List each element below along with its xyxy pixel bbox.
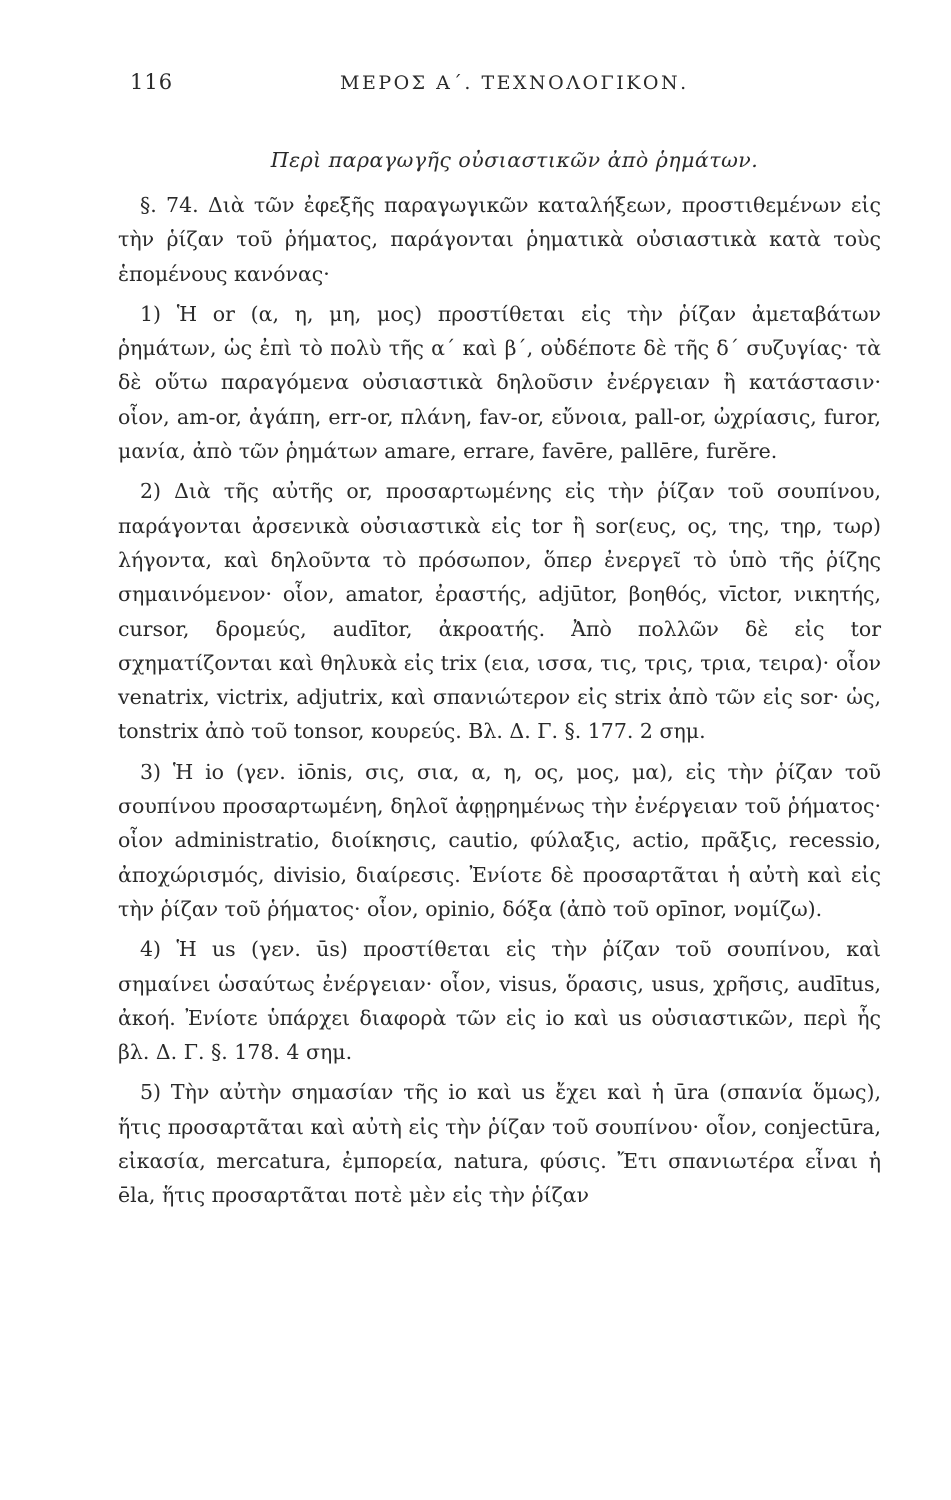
paragraph-section-74: §. 74. Διὰ τῶν ἐφεξῆς παραγωγικῶν καταλήξεων, προστιθεμένων εἰς τὴν ῥίζαν τοῦ ῥήματος, παράγονται ῥηματικὰ οὐσιαστικὰ κατὰ τοὺς ἑπομένους κανόνας· bbox=[118, 193, 881, 286]
paragraph-rule-3: 3) Ἡ io (γεν. iōnis, σις, σια, α, η, ος, μος, μα), εἰς τὴν ῥίζαν τοῦ σουπίνου προσαρτωμένη, δηλοῖ ἀφῃρημένως τὴν ἐνέργειαν τοῦ ῥήματος· οἷον administratio, διοίκησις, cautio, φύλαξις, actio, πρᾶξις, recessio, ἀποχώρισμός, divisio, διαίρεσις. Ἐνίοτε δὲ προσαρτᾶται ἡ αὐτὴ καὶ εἰς τὴν ῥίζαν τοῦ ῥήματος· οἷον, opinio, δόξα (ἀπὸ τοῦ opīnor, νομίζω). bbox=[118, 759, 881, 921]
paragraph-rule-5: 5) Τὴν αὐτὴν σημασίαν τῆς io καὶ us ἔχει καὶ ἡ ūra (σπανία ὅμως), ἥτις προσαρτᾶται καὶ αὐτὴ εἰς τὴν ῥίζαν τοῦ σουπίνου· οἷον, conjectūra, εἰκασία, mercatura, ἐμπορεία, natura, φύσις. Ἔτι σπανιωτέρα εἶναι ἡ ēla, ἥτις προσαρτᾶται ποτὲ μὲν εἰς τὴν ῥίζαν bbox=[118, 1080, 881, 1208]
page-number: 116 bbox=[130, 70, 174, 94]
paragraph-rule-1: 1) Ἡ or (α, η, μη, μος) προστίθεται εἰς τὴν ῥίζαν ἀμεταβάτων ῥημάτων, ὡς ἐπὶ τὸ πολὺ τῆς α΄ καὶ β΄, οὐδέποτε δὲ τῆς δ΄ συζυγίας· τὰ δὲ οὕτω παραγόμενα οὐσιαστικὰ δηλοῦσιν ἐνέργειαν ἢ κατάστασιν· οἷον, am-or, ἀγάπη, err-or, πλάνη, fav-or, εὔνοια, pall-or, ὠχρίασις, furor, μανία, ἀπὸ τῶν ῥημάτων amare, errare, favēre, pallēre, furĕre. bbox=[118, 301, 881, 464]
section-heading: Περὶ παραγωγῆς οὐσιαστικῶν ἀπὸ ῥημάτων. bbox=[270, 148, 759, 172]
paragraph-rule-4: 4) Ἡ us (γεν. ūs) προστίθεται εἰς τὴν ῥίζαν τοῦ σουπίνου, καὶ σημαίνει ὡσαύτως ἐνέργειαν· οἷον, visus, ὅρασις, usus, χρῆσις, audītus, ἀκοή. Ἐνίοτε ὑπάρχει διαφορὰ τῶν εἰς io καὶ us οὐσιαστικῶν, περὶ ἧς βλ. Δ. Γ. §. 178. 4 σημ. bbox=[118, 937, 881, 1065]
body-text bbox=[118, 188, 881, 1213]
running-head-title: ΜΕΡΟΣ Α΄. ΤΕΧΝΟΛΟΓΙΚΟΝ. bbox=[340, 72, 689, 94]
running-head bbox=[118, 64, 881, 104]
paragraph-rule-2: 2) Διὰ τῆς αὐτῆς or, προσαρτωμένης εἰς τὴν ῥίζαν τοῦ σουπίνου, παράγονται ἀρσενικὰ οὐσιαστικὰ εἰς tor ἢ sor(ευς, ος, της, τηρ, τωρ) λήγοντα, καὶ δηλοῦντα τὸ πρόσωπον, ὅπερ ἐνεργεῖ τὸ ὑπὸ τῆς ῥίζης σημαινόμενον· οἷον, amator, ἐραστής, adjūtor, βοηθός, vīctor, νικητής, cursor, δρομεύς, audītor, ἀκροατής. Ἀπὸ πολλῶν δὲ εἰς tor σχηματίζονται καὶ θηλυκὰ εἰς trix (εια, ισσα, τις, τρις, τρια, τειρα)· οἷον venatrix, victrix, adjutrix, καὶ σπανιώτερον εἰς strix ἀπὸ τῶν εἰς sor· ὡς, tonstrix ἀπὸ τοῦ tonsor, κουρεύς. Βλ. Δ. Γ. §. 177. 2 σημ. bbox=[118, 479, 881, 744]
